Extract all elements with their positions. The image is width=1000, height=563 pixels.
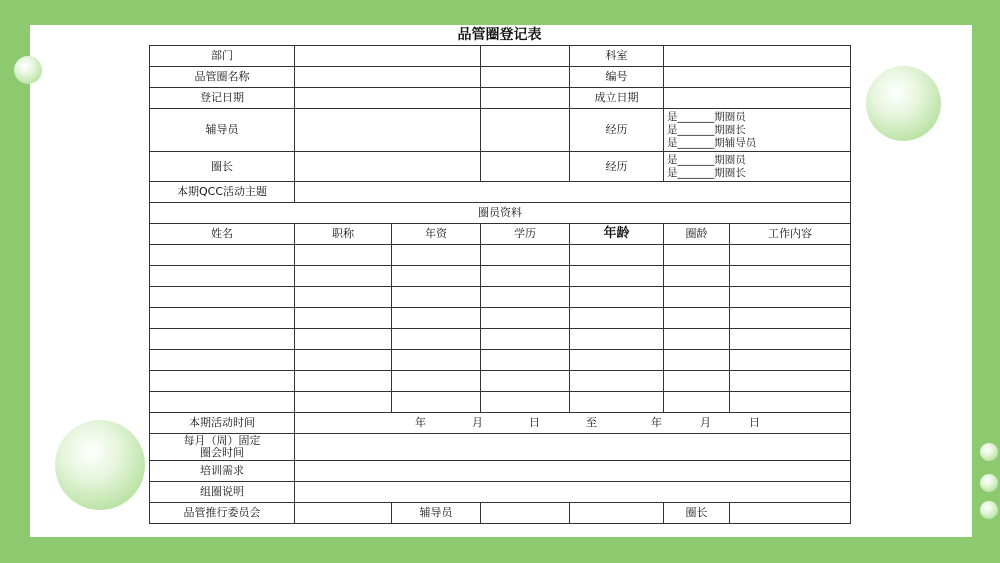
member-row — [150, 329, 851, 350]
label-leader: 圈长 — [150, 152, 295, 182]
cell[interactable] — [392, 308, 481, 329]
label-section: 科室 — [570, 46, 664, 67]
member-row — [150, 287, 851, 308]
cell[interactable] — [730, 329, 851, 350]
cell[interactable] — [481, 350, 570, 371]
activity-time-field[interactable] — [295, 413, 851, 434]
decor-circle — [55, 420, 145, 510]
training-field[interactable] — [295, 461, 851, 482]
cell[interactable] — [570, 392, 664, 413]
cell[interactable] — [295, 245, 392, 266]
cell[interactable] — [295, 308, 392, 329]
member-row — [150, 371, 851, 392]
decor-circle — [980, 443, 998, 461]
label-committee-tutor: 辅导员 — [392, 503, 481, 524]
cell[interactable] — [664, 287, 730, 308]
cell[interactable] — [730, 371, 851, 392]
cell[interactable] — [730, 245, 851, 266]
label-leader-experience: 经历 — [570, 152, 664, 182]
label-training: 培训需求 — [150, 461, 295, 482]
cell[interactable] — [730, 266, 851, 287]
cell[interactable] — [150, 392, 295, 413]
section-field[interactable] — [664, 46, 851, 67]
member-row — [150, 308, 851, 329]
decor-circle — [14, 56, 42, 84]
cell[interactable] — [570, 371, 664, 392]
cell[interactable] — [481, 371, 570, 392]
cell[interactable] — [150, 329, 295, 350]
label-tutor-experience: 经历 — [570, 109, 664, 152]
committee-field[interactable] — [295, 503, 392, 524]
cell[interactable] — [481, 329, 570, 350]
exp-line: 是_______期圈员 — [667, 153, 746, 166]
circle-name-field[interactable] — [295, 67, 481, 88]
cell[interactable] — [295, 392, 392, 413]
to-label: 至 — [586, 416, 597, 429]
cell[interactable] — [481, 392, 570, 413]
cell[interactable] — [150, 245, 295, 266]
register-date-field[interactable] — [295, 88, 481, 109]
cell[interactable] — [730, 308, 851, 329]
cell[interactable] — [392, 350, 481, 371]
cell[interactable] — [664, 266, 730, 287]
cell[interactable] — [392, 245, 481, 266]
committee-tutor-field[interactable] — [481, 503, 570, 524]
label-meeting-time — [150, 434, 295, 461]
tutor-field[interactable] — [295, 109, 481, 152]
cell[interactable] — [570, 245, 664, 266]
cell[interactable] — [150, 287, 295, 308]
label-register-date: 登记日期 — [150, 88, 295, 109]
day-label: 日 — [529, 416, 540, 429]
cell[interactable] — [150, 266, 295, 287]
label-number: 编号 — [570, 67, 664, 88]
cell[interactable] — [295, 329, 392, 350]
department-field[interactable] — [295, 46, 481, 67]
registration-form-table — [149, 45, 851, 524]
cell[interactable] — [392, 371, 481, 392]
decor-circle — [866, 66, 941, 141]
header-education: 学历 — [481, 224, 570, 245]
label-activity-time: 本期活动时间 — [150, 413, 295, 434]
leader-experience[interactable] — [664, 152, 851, 182]
cell[interactable] — [570, 308, 664, 329]
cell[interactable] — [150, 308, 295, 329]
form-title: 品管圈登记表 — [149, 25, 850, 46]
label-line: 每月（周）固定 — [183, 434, 261, 447]
label-department: 部门 — [150, 46, 295, 67]
cell[interactable] — [295, 350, 392, 371]
exp-line: 是_______期圈长 — [667, 123, 746, 136]
cell[interactable] — [570, 329, 664, 350]
header-job: 工作内容 — [730, 224, 851, 245]
cell[interactable] — [150, 371, 295, 392]
cell[interactable] — [481, 287, 570, 308]
cell[interactable] — [664, 329, 730, 350]
blank-cell[interactable] — [481, 152, 570, 182]
members-section-title: 圈员资料 — [150, 203, 851, 224]
cell[interactable] — [664, 308, 730, 329]
cell[interactable] — [570, 266, 664, 287]
cell[interactable] — [295, 287, 392, 308]
cell[interactable] — [392, 266, 481, 287]
cell[interactable] — [295, 371, 392, 392]
cell[interactable] — [481, 245, 570, 266]
label-founded-date: 成立日期 — [570, 88, 664, 109]
blank-cell[interactable] — [481, 67, 570, 88]
member-row — [150, 245, 851, 266]
founded-date-field[interactable] — [664, 88, 851, 109]
month-label: 月 — [700, 416, 711, 429]
header-name: 姓名 — [150, 224, 295, 245]
day-label: 日 — [749, 416, 760, 429]
cell[interactable] — [664, 371, 730, 392]
label-line: 圈会时间 — [200, 446, 244, 459]
label-committee: 品管推行委员会 — [150, 503, 295, 524]
exp-line: 是_______期圈长 — [667, 166, 746, 179]
month-label: 月 — [472, 416, 483, 429]
blank-cell[interactable] — [570, 503, 664, 524]
cell[interactable] — [295, 266, 392, 287]
blank-cell[interactable] — [481, 88, 570, 109]
meeting-time-field[interactable] — [295, 434, 851, 461]
cell[interactable] — [730, 392, 851, 413]
formation-field[interactable] — [295, 482, 851, 503]
theme-field[interactable] — [295, 182, 851, 203]
header-seniority: 年资 — [392, 224, 481, 245]
cell[interactable] — [730, 350, 851, 371]
member-row — [150, 350, 851, 371]
decor-circle — [980, 474, 998, 492]
cell[interactable] — [150, 350, 295, 371]
label-committee-leader: 圈长 — [664, 503, 730, 524]
cell[interactable] — [664, 392, 730, 413]
cell[interactable] — [570, 287, 664, 308]
header-age: 年龄 — [570, 224, 664, 245]
leader-field[interactable] — [295, 152, 481, 182]
member-row — [150, 266, 851, 287]
committee-leader-field[interactable] — [730, 503, 851, 524]
cell[interactable] — [392, 287, 481, 308]
cell[interactable] — [481, 308, 570, 329]
year-label: 年 — [651, 416, 662, 429]
cell[interactable] — [481, 266, 570, 287]
cell[interactable] — [392, 392, 481, 413]
blank-cell[interactable] — [481, 46, 570, 67]
label-tutor: 辅导员 — [150, 109, 295, 152]
member-row — [150, 392, 851, 413]
exp-line: 是_______期圈员 — [667, 110, 746, 123]
blank-cell[interactable] — [481, 109, 570, 152]
exp-line: 是_______期辅导员 — [667, 136, 757, 149]
label-circle-name: 品管圈名称 — [150, 67, 295, 88]
number-field[interactable] — [664, 67, 851, 88]
decor-circle — [980, 501, 998, 519]
cell[interactable] — [730, 287, 851, 308]
tutor-experience[interactable] — [664, 109, 851, 152]
cell[interactable] — [664, 245, 730, 266]
label-theme: 本期QCC活动主题 — [150, 182, 295, 203]
cell[interactable] — [570, 350, 664, 371]
header-circle-age: 圈龄 — [664, 224, 730, 245]
cell[interactable] — [664, 350, 730, 371]
header-title: 职称 — [295, 224, 392, 245]
label-formation: 组圈说明 — [150, 482, 295, 503]
year-label: 年 — [415, 416, 426, 429]
cell[interactable] — [392, 329, 481, 350]
